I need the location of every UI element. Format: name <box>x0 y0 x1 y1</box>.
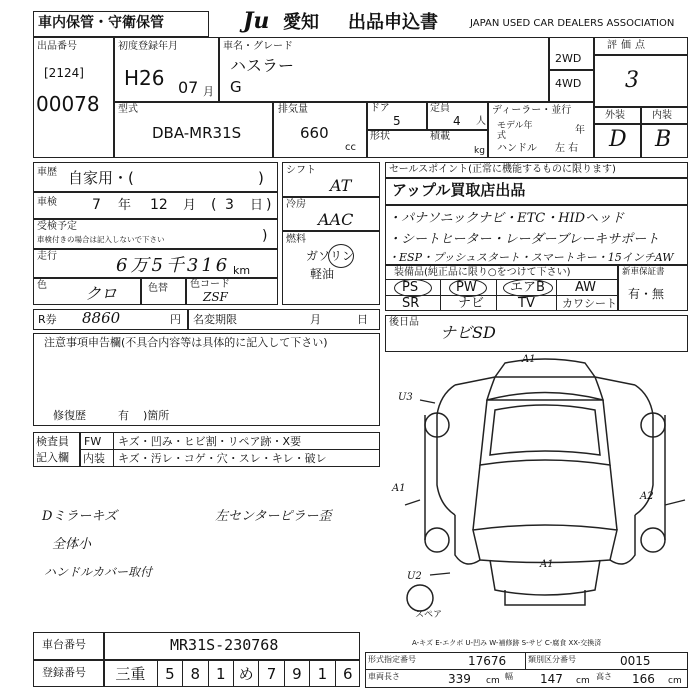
recycle-day: 日 <box>357 313 368 326</box>
equip-airbag: エアB <box>510 280 545 295</box>
score-value: 3 <box>625 68 639 93</box>
mileage-label: 走行 <box>37 251 57 262</box>
equip-navi: ナビ <box>458 296 485 311</box>
width-unit: cm <box>576 676 590 686</box>
doors-value: 5 <box>393 114 401 128</box>
comment-2: 左センターピラー歪 <box>215 509 332 524</box>
aircon-label: 冷房 <box>286 199 306 210</box>
color-code-label: 色コード <box>190 279 230 290</box>
diagram-mark-1: U3 <box>398 392 413 403</box>
inspection-month: 12 <box>150 197 168 213</box>
after-install-value: ナビSD <box>440 323 496 342</box>
registration-char: 5 <box>158 660 183 687</box>
sales-point-headline: アップル買取店出品 <box>392 181 526 199</box>
diagram-mark-5: U2 <box>407 571 422 582</box>
color-label: 色 <box>37 280 47 291</box>
load-label: 積載 <box>430 131 450 142</box>
registration-char: め <box>234 660 259 687</box>
model-year-label: モデル年式 <box>497 121 533 141</box>
color-value: クロ <box>85 284 118 303</box>
equip-ps-circle <box>394 279 432 297</box>
displacement-label: 排気量 <box>278 104 308 115</box>
lot-number: 00078 <box>36 92 100 116</box>
comment-3: 全体小 <box>52 537 92 552</box>
inspector-row1-items: キズ・凹み・ヒビ割・リペア跡・X要 <box>118 435 302 448</box>
inspector-row1-label: FW <box>84 435 102 448</box>
inspector-row2-label: 内装 <box>83 452 105 465</box>
dealer-label: ディーラー・並行 <box>492 105 572 116</box>
type-no-label: 形式指定番号 <box>368 655 416 664</box>
capacity-value: 4 <box>453 114 461 128</box>
first-registration-era: H26 <box>124 66 165 90</box>
sales-point-label: セールスポイント(正常に機能するものに限ります) <box>389 164 616 175</box>
inspection-open-paren: ( <box>211 197 217 213</box>
registration-char: 1 <box>310 660 335 687</box>
displacement-unit: cc <box>345 142 356 153</box>
fuel-gas-circle <box>328 244 354 268</box>
vehicle-info-table <box>33 37 688 158</box>
first-registration-month: 07 <box>178 78 199 97</box>
recycle-label: 名変期限 <box>193 313 237 326</box>
color-change-label: 色替 <box>148 283 168 294</box>
diagram-mark-6: A1 <box>540 559 554 570</box>
length-value: 339 <box>448 672 471 686</box>
spare-label: スペア <box>415 610 443 620</box>
diagram-mark-4: A1 <box>392 483 406 494</box>
diagram-mark-3: A2 <box>640 491 654 502</box>
length-unit: cm <box>486 676 500 686</box>
car-name-label: 車名・グレード <box>223 41 293 52</box>
inspector-label-2: 記入欄 <box>36 451 69 464</box>
inspection-day: 3 <box>225 197 234 213</box>
ju-logo: Ju <box>243 8 270 34</box>
registration-plate <box>104 660 360 687</box>
equip-leather: カワシート <box>562 297 617 310</box>
width-label: 幅 <box>505 672 513 681</box>
handle-options: 左 右 <box>555 143 579 154</box>
equip-tv: TV <box>518 296 535 311</box>
tax-label: R券 <box>38 313 57 326</box>
capacity-unit: 人 <box>476 116 486 127</box>
mileage-unit: km <box>233 264 251 277</box>
notes-label: 注意事項申告欄(不具合内容等は具体的に記入して下さい) <box>44 336 328 349</box>
load-unit: kg <box>474 146 485 156</box>
registration-region: 三重 <box>104 660 158 687</box>
inspection-day-unit: 日 <box>250 198 264 213</box>
inspection-close-paren: ) <box>266 197 272 213</box>
displacement-value: 660 <box>300 124 329 142</box>
type-no-value: 17676 <box>468 654 507 668</box>
class-no-label: 類別区分番号 <box>528 655 576 664</box>
interior-score: B <box>655 127 672 152</box>
damage-legend: A-キズ E-エクボ U-凹み W-補修跡 S-サビ C-腐食 XX-交換済 <box>412 639 602 647</box>
equip-aw: AW <box>575 280 597 295</box>
diagram-mark-2: A1 <box>522 354 536 365</box>
sales-point-line-2: ・シートヒーター・レーダーブレーキサポート <box>388 232 660 247</box>
warranty-options: 有・無 <box>628 287 665 301</box>
handle-label: ハンドル <box>497 143 537 154</box>
inspector-row2-items: キズ・汚レ・コゲ・穴・スレ・キレ・破レ <box>118 452 327 465</box>
length-label: 車両長さ <box>368 672 400 681</box>
width-value: 147 <box>540 672 563 686</box>
first-registration-label: 初度登録年月 <box>118 41 178 52</box>
model-label: 型式 <box>118 104 138 115</box>
registration-char: 7 <box>259 660 284 687</box>
class-no-value: 0015 <box>620 654 651 668</box>
association-name: JAPAN USED CAR DEALERS ASSOCIATION <box>470 18 675 29</box>
chassis-label: 車台番号 <box>42 638 86 651</box>
equip-ps: PS <box>402 280 419 295</box>
exterior-score: D <box>609 127 627 152</box>
registration-char: 9 <box>285 660 310 687</box>
registration-char: 1 <box>209 660 234 687</box>
inspection-month-unit: 月 <box>183 198 197 213</box>
model-value: DBA-MR31S <box>152 124 242 142</box>
comment-4: ハンドルカバー取付 <box>44 565 153 579</box>
inspector-label-1: 検査員 <box>36 435 69 448</box>
drive-2wd: 2WD <box>555 52 582 65</box>
repair-value: 有 <box>118 409 129 422</box>
sales-point-line-1: ・パナソニックナビ・ETC・HIDヘッド <box>388 211 625 226</box>
tax-value: 8860 <box>82 309 121 327</box>
lot-lane-code: [2124] <box>44 66 84 80</box>
form-title: 出品申込書 <box>348 12 438 33</box>
history-close: ) <box>258 169 264 187</box>
inspection-label: 車検 <box>37 197 57 208</box>
chassis-value: MR31S-230768 <box>170 636 279 654</box>
car-grade: G <box>230 78 242 96</box>
comment-1: Dミラーキズ <box>42 509 118 524</box>
recycle-month: 月 <box>310 313 321 326</box>
interior-label: 内装 <box>652 110 672 121</box>
height-label: 高さ <box>596 672 612 681</box>
equip-pw: PW <box>456 280 477 295</box>
fuel-light: 軽油 <box>310 267 335 281</box>
equip-sr: SR <box>402 296 420 311</box>
sales-point-line-3: ・ESP・プッシュスタート・スマートキー・15インチAW <box>388 251 674 264</box>
repair-label: 修復歴 <box>53 409 86 422</box>
shift-label: シフト <box>286 165 316 176</box>
height-value: 166 <box>632 672 655 686</box>
car-diagram <box>395 355 695 620</box>
history-label: 車歴 <box>37 167 57 178</box>
car-name: ハスラー <box>230 56 295 75</box>
accept-label: 受検予定 <box>37 221 77 232</box>
doors-label: ドア <box>370 103 390 114</box>
inspection-year: 7 <box>92 197 101 213</box>
inspection-year-unit: 年 <box>118 198 132 213</box>
shift-value: AT <box>330 176 352 195</box>
storage-label: 車内保管・守衛保管 <box>38 15 164 31</box>
registration-label: 登録番号 <box>42 666 86 679</box>
capacity-label: 定員 <box>430 103 450 114</box>
height-unit: cm <box>668 676 682 686</box>
month-unit: 月 <box>203 85 214 98</box>
equip-pw-circle <box>449 279 487 297</box>
equipment-label: 装備品(純正品に限り○をつけて下さい) <box>394 267 571 278</box>
equip-airbag-circle <box>503 279 553 297</box>
accept-note: 車検付きの場合は記入しないで下さい <box>37 235 165 244</box>
year-unit: 年 <box>575 125 585 136</box>
warranty-label: 新車保証書 <box>622 267 665 277</box>
repair-close: )箇所 <box>143 409 170 422</box>
aircon-value: AAC <box>318 210 354 229</box>
tax-unit: 円 <box>170 313 181 326</box>
registration-char: 8 <box>183 660 208 687</box>
score-label: 評価点 <box>607 40 649 51</box>
logo-text: 愛知 <box>283 12 319 33</box>
exterior-label: 外装 <box>605 110 625 121</box>
lot-label: 出品番号 <box>37 41 77 52</box>
registration-char: 6 <box>342 664 353 683</box>
fuel-label: 燃料 <box>286 234 306 245</box>
after-install-label: 後日品 <box>389 317 419 328</box>
color-code: ZSF <box>203 290 228 304</box>
history-value: 自家用・( <box>68 169 134 187</box>
accept-close: ) <box>262 228 268 244</box>
after-install-box <box>385 315 688 352</box>
drive-4wd: 4WD <box>555 77 582 90</box>
shape-label: 形状 <box>370 131 390 142</box>
mileage-value: 6万5千316 <box>116 255 231 276</box>
fuel-gas: ガソリン <box>306 249 355 263</box>
